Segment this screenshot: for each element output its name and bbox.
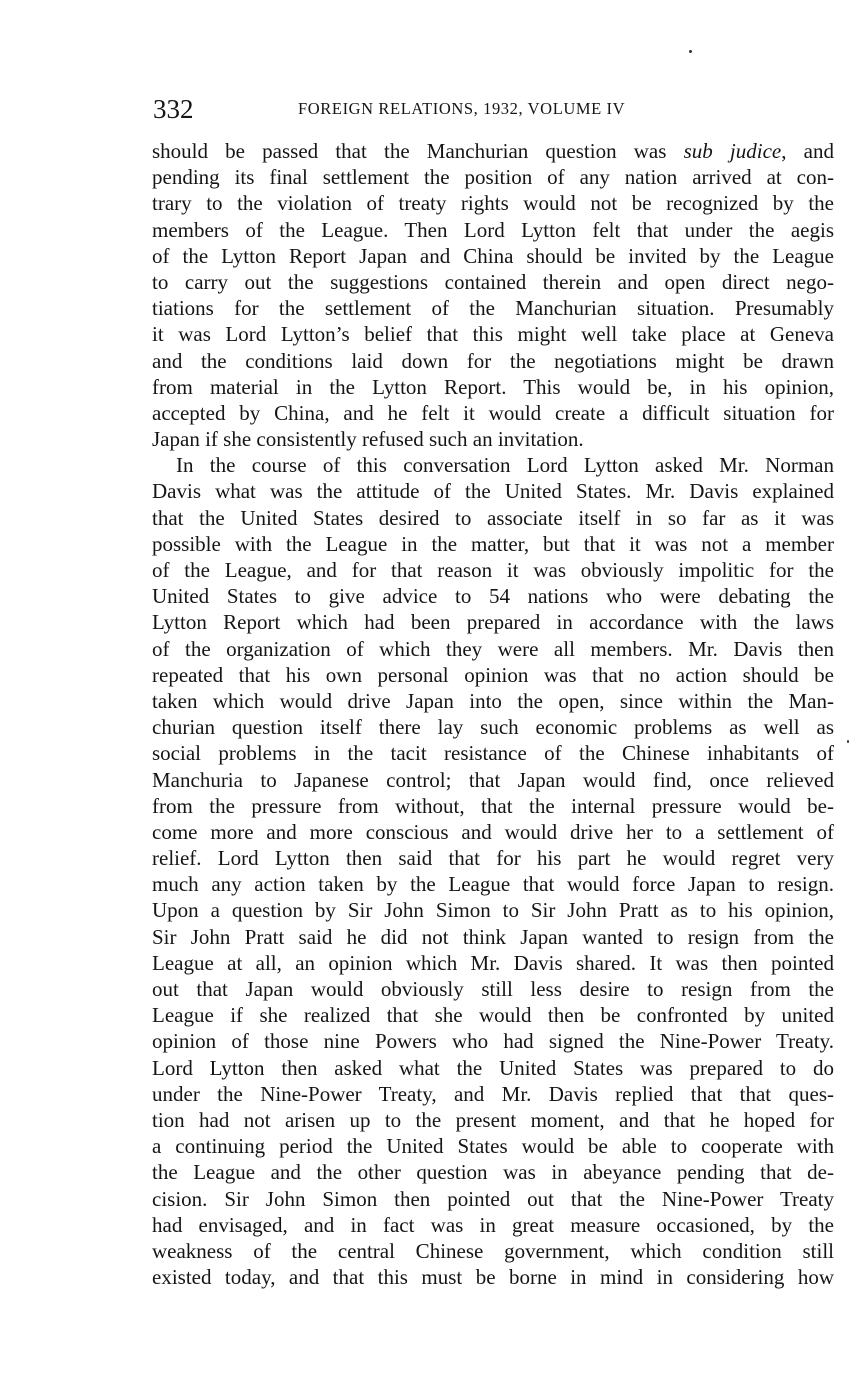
text-line: come more and more conscious and would drive her to a settlement of (152, 819, 834, 844)
text-line: Sir John Pratt said he did not think Japan wanted to resign from the (152, 924, 834, 949)
text-line: the League and the other question was in abeyance pending that de- (152, 1160, 834, 1185)
text-line: Upon a question by Sir John Simon to Sir John Pratt as to his opinion, (152, 898, 834, 923)
text-line: opinion of those nine Powers who had signed the Nine-Power Treaty. (152, 1029, 834, 1054)
scan-speck (689, 50, 692, 53)
text-line: Japan if she consistently refused such an invitation. (152, 427, 584, 452)
text-line: League at all, an opinion which Mr. Davis shared. It was then pointed (152, 950, 834, 975)
page-number: 332 (153, 94, 194, 124)
text-line: cision. Sir John Simon then pointed out that the Nine-Power Treaty (152, 1186, 834, 1211)
page-header (153, 92, 683, 128)
scan-speck (847, 740, 849, 743)
text-line: Lytton Report which had been prepared in accordance with the laws (152, 610, 834, 635)
text-line: of the League, and for that reason it was obviously impolitic for the (152, 558, 834, 582)
text-line: churian question itself there lay such economic problems as well as (152, 715, 834, 740)
text-line: from material in the Lytton Report. This would be, in his opinion, (152, 374, 834, 399)
italic-phrase: sub judice (683, 139, 782, 163)
paragraph-1 (152, 138, 834, 452)
text-line: pending its final settlement the position of any nation arrived at con- (152, 165, 834, 190)
body-text (152, 138, 834, 1290)
text-line: weakness of the central Chinese government, which condition still (152, 1238, 834, 1263)
text-line: League if she realized that she would then be confronted by united (152, 1003, 834, 1028)
text-line: possible with the League in the matter, but that it was not a member (152, 531, 834, 556)
text-line: Manchuria to Japanese control; that Japan would find, once relieved (152, 767, 834, 792)
text-line: existed today, and that this must be borne in mind in considering how (152, 1265, 834, 1290)
text-line: tiations for the settlement of the Manchurian situation. Presumably (152, 296, 834, 321)
text-line: that the United States desired to associate itself in so far as it was (152, 505, 834, 530)
text-line: much any action taken by the League that would force Japan to resign. (152, 872, 834, 897)
text-line: should be passed that the Manchurian question was sub judice, and (152, 139, 834, 163)
text-line: under the Nine-Power Treaty, and Mr. Davis replied that that ques- (152, 1081, 834, 1106)
text-line: had envisaged, and in fact was in great measure occasioned, by the (152, 1212, 834, 1237)
text-line: Davis what was the attitude of the United States. Mr. Davis explained (152, 479, 834, 504)
text-line: tion had not arisen up to the present moment, and that he hoped for (152, 1107, 834, 1132)
paragraph-2 (152, 452, 834, 1290)
text-line: to carry out the suggestions contained therein and open direct nego- (152, 269, 834, 294)
text-line: repeated that his own personal opinion was that no action should be (152, 662, 834, 687)
text-line: out that Japan would obviously still less desire to resign from the (152, 977, 834, 1001)
text-line: a continuing period the United States would be able to cooperate with (152, 1134, 834, 1159)
text-line: of the Lytton Report Japan and China should be invited by the League (152, 243, 834, 268)
text-line: it was Lord Lytton’s belief that this might well take place at Geneva (152, 322, 834, 347)
text-line: of the organization of which they were all members. Mr. Davis then (152, 636, 834, 661)
text-line: In the course of this conversation Lord Lytton asked Mr. Norman (176, 453, 834, 478)
text-line: social problems in the tacit resistance of the Chinese inhabitants of (152, 741, 834, 766)
text-line: members of the League. Then Lord Lytton felt that under the aegis (152, 217, 834, 242)
text-line: relief. Lord Lytton then said that for his part he would regret very (152, 846, 834, 871)
text-line: from the pressure from without, that the internal pressure would be- (152, 793, 834, 818)
running-head: FOREIGN RELATIONS, 1932, VOLUME IV (298, 99, 626, 118)
text-line: trary to the violation of treaty rights would not be recognized by the (152, 191, 834, 216)
text-line: United States to give advice to 54 nations who were debating the (152, 584, 834, 609)
text-line: taken which would drive Japan into the open, since within the Man- (152, 688, 834, 713)
text-line: accepted by China, and he felt it would create a difficult situation for (152, 400, 834, 425)
text-line: and the conditions laid down for the negotiations might be drawn (152, 348, 834, 373)
text-line: Lord Lytton then asked what the United States was prepared to do (152, 1055, 834, 1080)
